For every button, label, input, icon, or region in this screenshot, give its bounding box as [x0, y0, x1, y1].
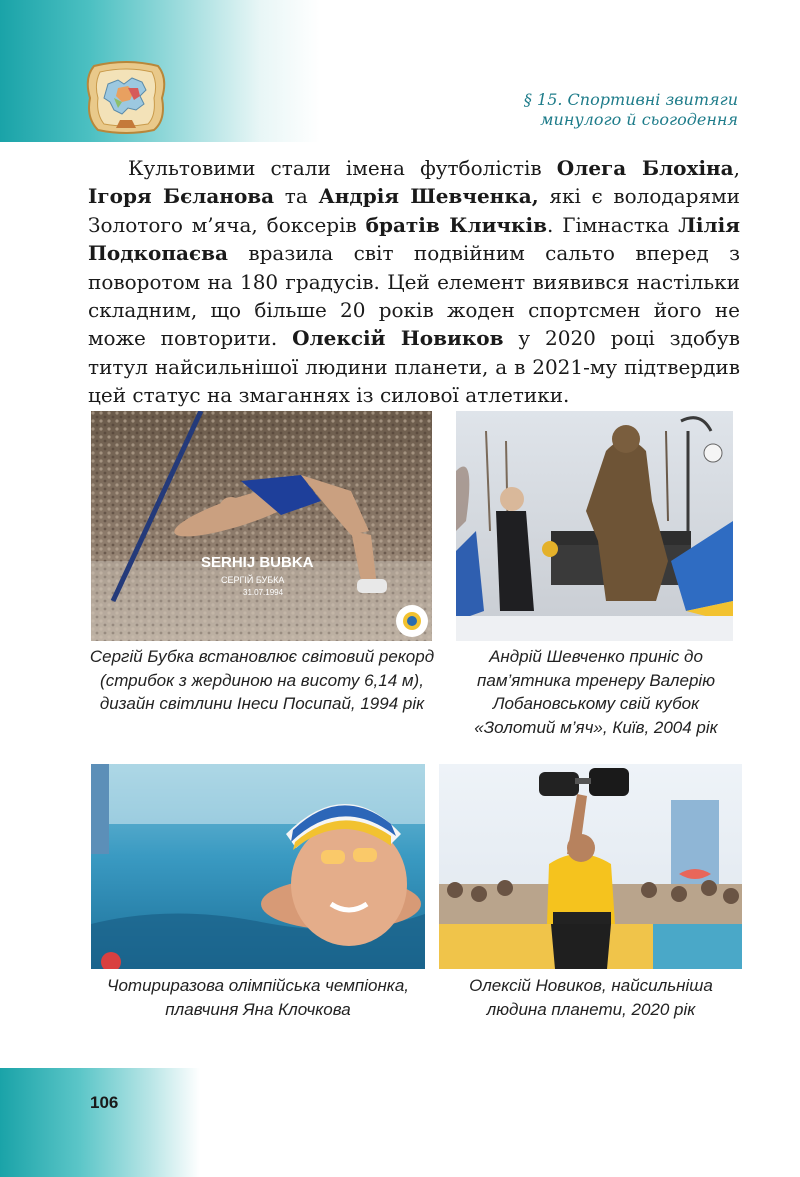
text-run: . Гімнастка — [546, 212, 679, 237]
caption-novikov: Олексій Новиков, найсильніша людина планети, 2020 рік — [469, 976, 713, 1019]
text-run: у 2020 році здобув титул найсильнішої людини планети, а в 2021-му підтвердив цей статус на змаганнях із силової атлетики. — [88, 326, 741, 408]
name-shevchenko: Андрія Шевченка, — [318, 184, 539, 209]
text-run: та — [274, 184, 319, 209]
section-title-line2: минулого й сьогодення — [540, 110, 738, 129]
name-novikov: Олексій Новиков — [292, 326, 504, 351]
caption-klochkova: Чотириразова олімпійська чемпіонка, плавчиня Яна Клочкова — [107, 976, 409, 1019]
text-run: Культовими стали імена футболістів — [128, 156, 557, 180]
text-run: які є володарями Золотого м’яча, боксерів — [88, 184, 740, 237]
main-paragraph — [88, 154, 740, 410]
caption-bubka: Сергій Бубка встановлює світовий рекорд (стрибок з жердиною на висоту 6,14 м), дизайн світлини Інеси Посипай, 1994 рік — [89, 647, 435, 713]
book-emblem-icon — [84, 58, 168, 136]
section-title — [438, 90, 738, 130]
photo-bubka — [91, 411, 432, 641]
name-klitschko: братів Кличків — [365, 212, 547, 237]
name-podkopayeva: Лілія Подкопаєва — [88, 212, 740, 266]
photo-shevchenko — [456, 411, 733, 641]
photo-novikov — [439, 764, 742, 969]
bubka-overlay-name-ua: СЕРГІЙ БУБКА — [221, 575, 285, 585]
section-title-line1: § 15. Спортивні звитяги — [523, 90, 738, 109]
photo-klochkova — [91, 764, 425, 969]
name-belanov: Ігоря Бєланова — [88, 184, 275, 209]
footer-band — [0, 1068, 800, 1177]
name-blokhin: Олега Блохіна — [556, 156, 734, 180]
bubka-overlay-name: SERHIJ BUBKA — [201, 554, 314, 571]
caption-shevchenko: Андрій Шевченко приніс до пам’ятника тренеру Валерію Лобановському свій кубок «Золотий м’яч», Київ, 2004 рік — [474, 647, 718, 737]
text-run: , — [733, 156, 741, 180]
bubka-overlay-date: 31.07.1994 — [243, 588, 284, 597]
text-run: вразила світ подвійним сальто вперед з поворотом на 180 градусів. Цей елемент виявився настільки складним, що більше 20 років жоден спортсмен його не може повторити. — [88, 241, 740, 351]
page-number: 106 — [90, 1093, 119, 1112]
